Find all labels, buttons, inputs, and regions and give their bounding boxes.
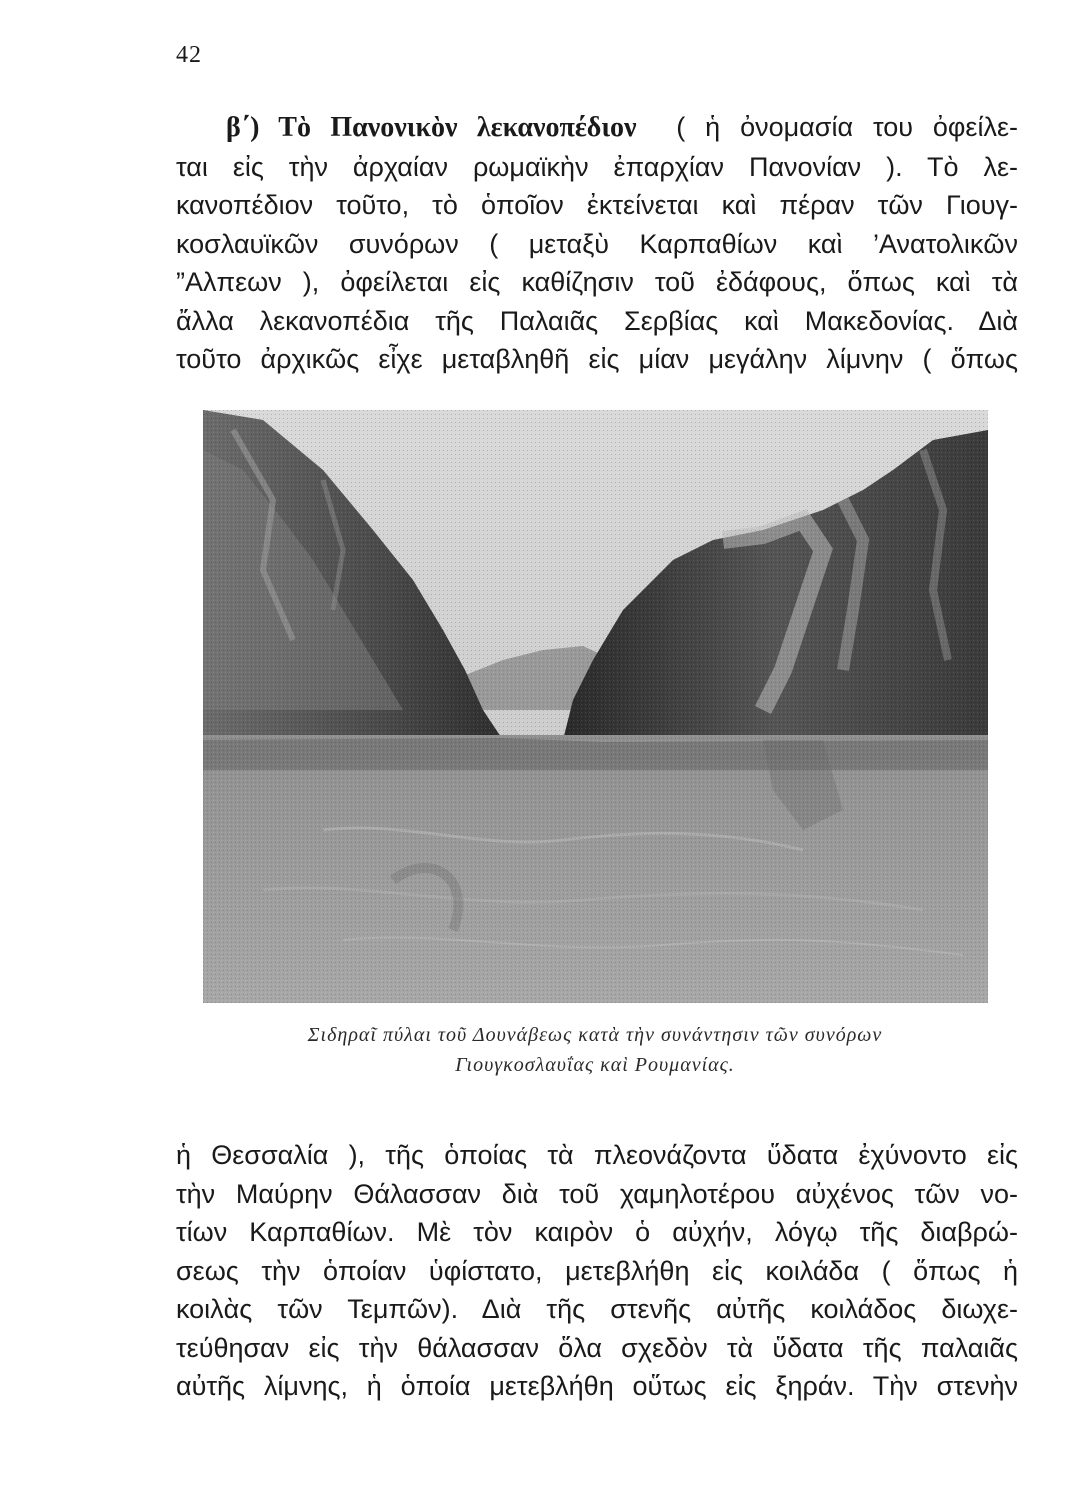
caption-line: Γιουγκοσλαυΐας καὶ Ρουμανίας. [455,1054,735,1076]
gorge-photograph [203,410,988,1003]
text-line: τὴν Μαύρην Θάλασσαν διὰ τοῦ χαμηλοτέρου αὐχένος τῶν νο- [176,1178,1018,1209]
text-line: ται εἰς τὴν ἀρχαίαν ρωμαϊκὴν ἐπαρχίαν Πανονίαν ). Τὸ λε- [176,151,1018,182]
text-line: σεως τὴν ὁποίαν ὑφίστατο, μετεβλήθη εἰς κοιλάδα ( ὅπως ἡ [176,1255,1018,1286]
text-line: κανοπέδιον τοῦτο, τὸ ὁποῖον ἐκτείνεται καὶ πέραν τῶν Γιουγ- [176,190,1018,220]
bottom-paragraph [176,1136,1018,1406]
paragraph-first-line [176,108,1018,148]
figure-caption [200,1020,990,1080]
text-line: ”Αλπεων ), ὀφείλεται εἰς καθίζησιν τοῦ ἐδάφους, ὅπως καὶ τὰ [176,267,1018,297]
text-line: ἡ Θεσσαλία ), τῆς ὁποίας τὰ πλεονάζοντα ὕδατα ἐχύνοντο εἰς [176,1140,1018,1170]
section-heading: β΄) Τὸ Πανονικὸν λεκανοπέδιον [226,112,637,143]
text-line: τίων Καρπαθίων. Μὲ τὸν καιρὸν ὁ αὐχήν, λόγῳ τῆς διαβρώ- [176,1217,1018,1247]
heading-line-rest: ( ἡ ὀνομασία του ὀφείλε- [676,112,1018,142]
top-paragraph [176,108,1018,379]
text-line: αὐτῆς λίμνης, ἡ ὁποία μετεβλήθη οὕτως εἰς ξηράν. Τὴν στενὴν [176,1371,1018,1401]
caption-line: Σιδηραῖ πύλαι τοῦ Δουνάβεως κατὰ τὴν συνάντησιν τῶν συνόρων [307,1024,883,1046]
text-line: τοῦτο ἀρχικῶς εἶχε μεταβληθῆ εἰς μίαν μεγάλην λίμνην ( ὅπως [176,344,1018,374]
text-line: κοσλαυϊκῶν συνόρων ( μεταξὺ Καρπαθίων καὶ ’Ανατολικῶν [176,228,1018,259]
text-line: ἄλλα λεκανοπέδια τῆς Παλαιᾶς Σερβίας καὶ Μακεδονίας. Διὰ [176,305,1018,336]
photo-illustration [203,410,988,1003]
page-number: 42 [176,42,202,68]
text-line: τεύθησαν εἰς τὴν θάλασσαν ὅλα σχεδὸν τὰ ὕδατα τῆς παλαιᾶς [176,1332,1018,1363]
text-line: κοιλὰς τῶν Τεμπῶν). Διὰ τῆς στενῆς αὐτῆς κοιλάδος διωχε- [176,1294,1018,1324]
